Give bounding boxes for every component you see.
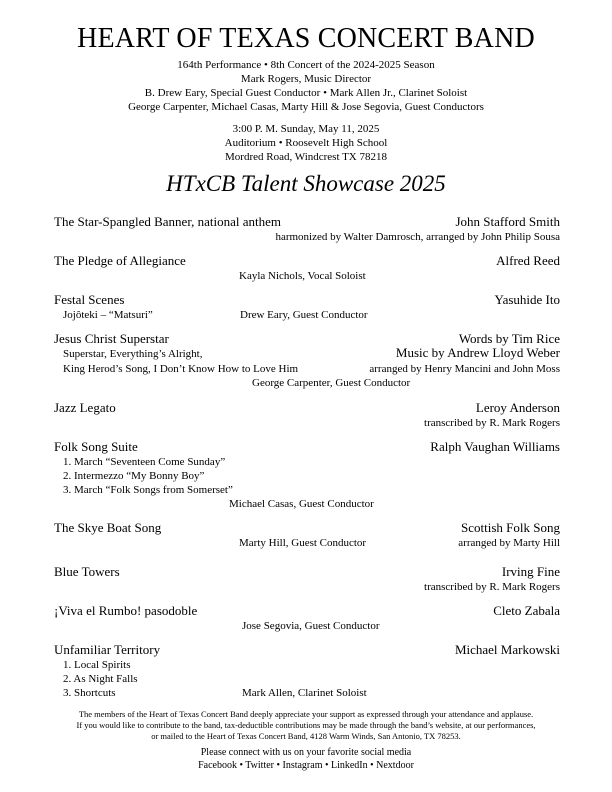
piece-title: Folk Song Suite — [54, 439, 138, 454]
piece-credit: harmonized by Walter Damrosch, arranged by John Philip Sousa — [275, 231, 560, 243]
piece-movement: Jojôteki – “Matsuri” — [63, 309, 153, 321]
piece-composer: Michael Markowski — [454, 642, 560, 657]
piece-conductor: Jose Segovia, Guest Conductor — [242, 620, 380, 632]
piece-movement: 1. Local Spirits — [63, 659, 131, 671]
showcase-title: HTxCB Talent Showcase 2025 — [166, 171, 446, 196]
piece-title: Blue Towers — [54, 564, 120, 579]
piece-title: The Skye Boat Song — [54, 520, 162, 535]
piece-title: The Star-Spangled Banner, national anthem — [54, 214, 282, 229]
music-director-line: Mark Rogers, Music Director — [240, 73, 372, 85]
program-item — [54, 214, 560, 244]
piece-conductor: Drew Eary, Guest Conductor — [240, 309, 368, 321]
piece-movements: Superstar, Everything’s Alright, — [63, 348, 203, 360]
program-item — [54, 603, 560, 633]
piece-composer: Scottish Folk Song — [461, 520, 560, 535]
piece-movement: 1. March “Seventeen Come Sunday” — [63, 456, 226, 468]
piece-title: Jesus Christ Superstar — [54, 331, 169, 346]
footer-contribute: If you would like to contribute to the band, tax-deductible contributions may be made through the band’s website, at our performances, — [76, 720, 536, 730]
footer-thanks: The members of the Heart of Texas Concert Band deeply appreciate your support as expressed through your attendance and applause. — [78, 709, 534, 719]
piece-title: The Pledge of Allegiance — [54, 253, 186, 268]
piece-composer: Cleto Zabala — [493, 603, 560, 618]
band-title: HEART OF TEXAS CONCERT BAND — [77, 23, 535, 54]
program-item — [54, 520, 560, 550]
piece-composer: Alfred Reed — [496, 253, 560, 268]
program-item — [54, 439, 560, 511]
piece-title: Unfamiliar Territory — [54, 642, 161, 657]
guest-conductors-line: George Carpenter, Michael Casas, Marty Hill & Jose Segovia, Guest Conductors — [128, 101, 484, 113]
program-item — [54, 642, 560, 700]
piece-credit: transcribed by R. Mark Rogers — [424, 581, 560, 593]
guest-conductor-line: B. Drew Eary, Special Guest Conductor • Mark Allen Jr., Clarinet Soloist — [144, 87, 468, 99]
piece-title: ¡Viva el Rumbo! pasodoble — [54, 603, 198, 618]
event-time: 3:00 P. M. Sunday, May 11, 2025 — [232, 123, 380, 135]
piece-soloist: Mark Allen, Clarinet Soloist — [242, 687, 367, 699]
piece-conductor: George Carpenter, Guest Conductor — [252, 377, 411, 389]
piece-credit: transcribed by R. Mark Rogers — [424, 417, 560, 429]
program-item — [54, 253, 560, 283]
event-address: Mordred Road, Windcrest TX 78218 — [225, 151, 387, 163]
piece-composer: Ralph Vaughan Williams — [430, 439, 560, 454]
piece-composer: Leroy Anderson — [475, 400, 560, 415]
piece-arranger: arranged by Henry Mancini and John Moss — [369, 363, 560, 375]
piece-soloist: Kayla Nichols, Vocal Soloist — [239, 270, 366, 282]
program-item — [54, 564, 560, 594]
piece-arranger: arranged by Marty Hill — [458, 537, 560, 549]
piece-conductor: Michael Casas, Guest Conductor — [229, 498, 374, 510]
piece-composer: John Stafford Smith — [455, 214, 560, 229]
program-item — [54, 400, 560, 430]
footer-mail-address: or mailed to the Heart of Texas Concert Band, 4128 Warm Winds, San Antonio, TX 78253. — [151, 731, 461, 741]
piece-music-credit: Music by Andrew Lloyd Weber — [395, 345, 560, 360]
piece-title: Festal Scenes — [54, 292, 125, 307]
piece-movement: 2. As Night Falls — [63, 673, 138, 685]
piece-composer: Words by Tim Rice — [458, 331, 560, 346]
performance-line: 164th Performance • 8th Concert of the 2024-2025 Season — [177, 59, 435, 71]
event-venue: Auditorium • Roosevelt High School — [224, 137, 388, 149]
piece-movement: 3. March “Folk Songs from Somerset” — [63, 484, 233, 496]
piece-composer: Irving Fine — [501, 564, 560, 579]
piece-conductor: Marty Hill, Guest Conductor — [239, 537, 367, 549]
social-links: Facebook • Twitter • Instagram • LinkedIn • Nextdoor — [198, 760, 414, 771]
piece-movement: 3. Shortcuts — [63, 687, 116, 699]
piece-title: Jazz Legato — [54, 400, 116, 415]
piece-composer: Yasuhide Ito — [494, 292, 560, 307]
piece-movements: King Herod’s Song, I Don’t Know How to Love Him — [63, 363, 299, 375]
program-item — [54, 331, 560, 390]
program-item — [54, 292, 560, 322]
social-prompt: Please connect with us on your favorite social media — [200, 747, 412, 758]
piece-movement: 2. Intermezzo “My Bonny Boy” — [63, 470, 205, 482]
